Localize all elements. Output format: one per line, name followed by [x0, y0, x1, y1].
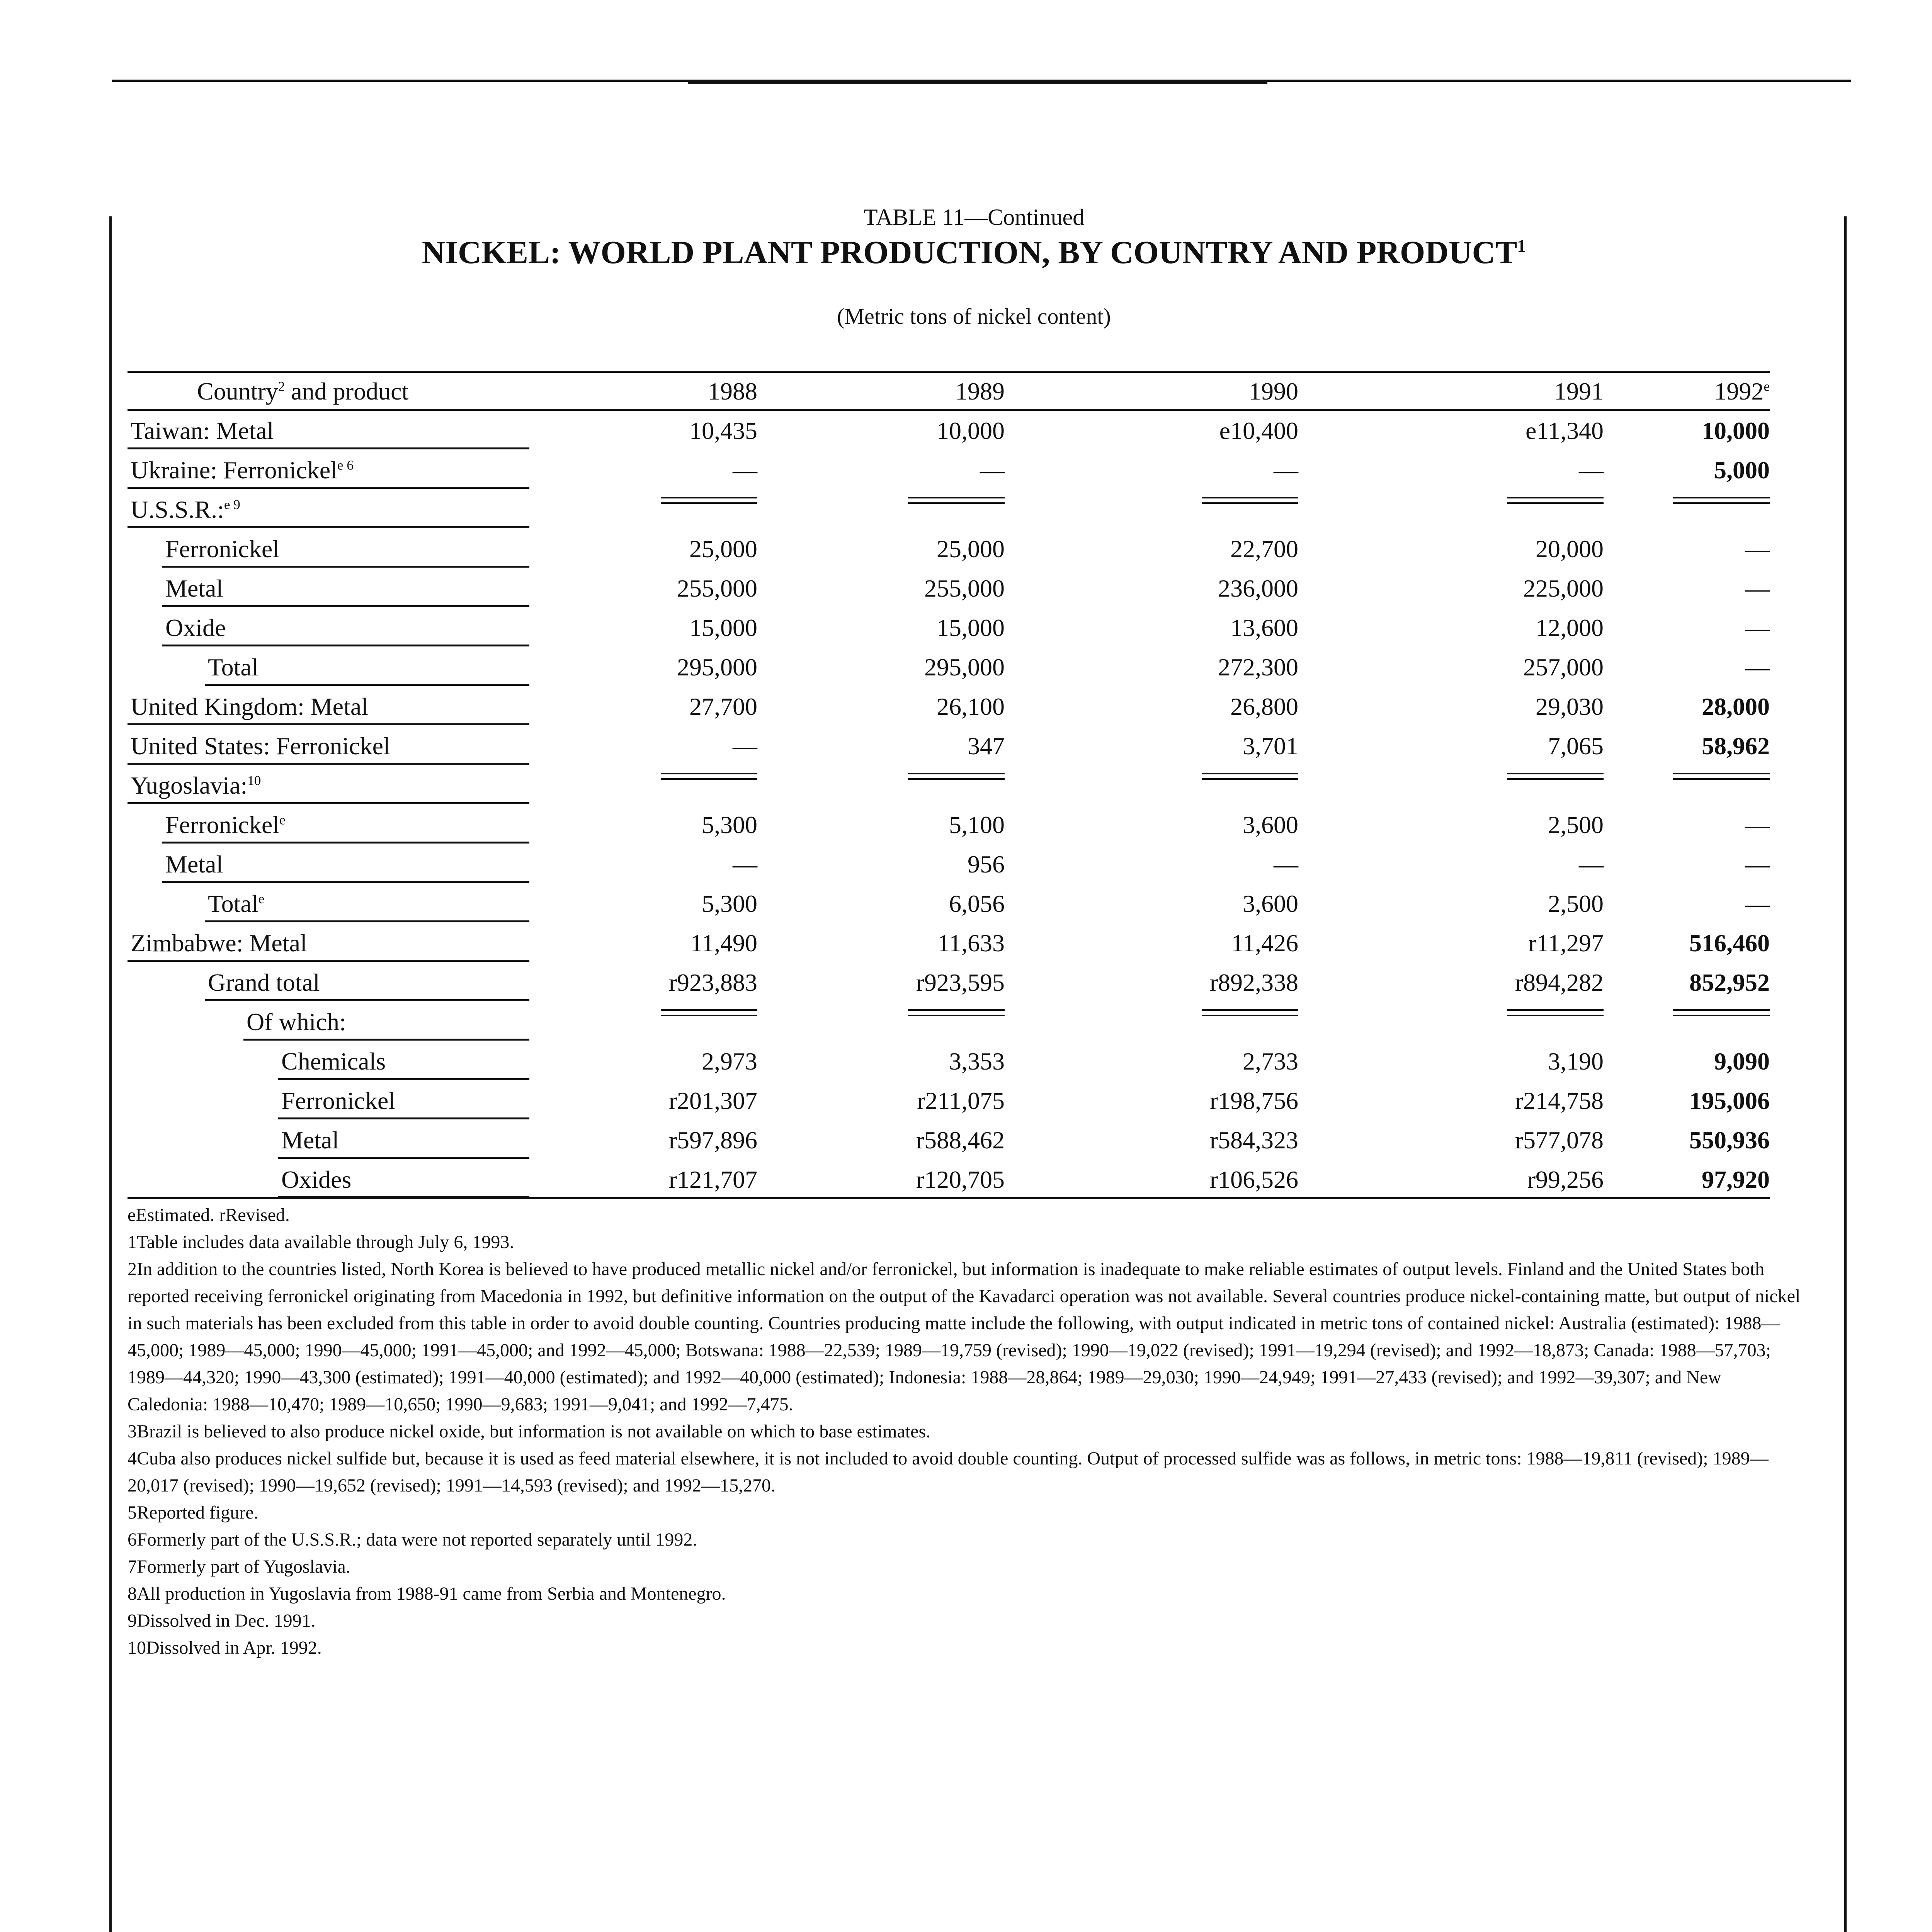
year-text: 1991 [1554, 378, 1604, 405]
row-label-text: Total [208, 890, 259, 917]
cell-value: 15,000 [689, 614, 757, 641]
double-rule [908, 502, 1005, 504]
cell-value: r894,282 [1515, 969, 1604, 996]
stub-rule [162, 645, 529, 646]
footnote: 5Reported figure. [128, 1502, 259, 1523]
row-label-note: e [258, 891, 265, 906]
cell-value: 3,190 [1548, 1048, 1604, 1075]
table-row [128, 1041, 1770, 1080]
stub-header-rest: and product [285, 378, 409, 405]
stub-rule [162, 881, 529, 883]
cell-value: — [733, 850, 757, 878]
cell-value: 9,090 [1714, 1048, 1770, 1075]
year-header-1990 [1171, 377, 1298, 406]
double-rule [1507, 502, 1604, 504]
cell-value: — [980, 456, 1005, 484]
cell-value: 295,000 [677, 653, 757, 681]
table-title [0, 234, 1932, 271]
double-rule [908, 778, 1005, 780]
cell-value: 26,100 [937, 693, 1005, 720]
row-label-note: e [279, 812, 286, 828]
stub-header-text: Country [197, 378, 278, 405]
table-row [128, 1080, 1770, 1120]
cell-value: — [1274, 456, 1298, 484]
row-label [131, 456, 354, 485]
double-rule [1507, 1009, 1604, 1011]
cell-value: 3,600 [1243, 890, 1298, 917]
left-margin-line [109, 216, 112, 1932]
stub-header [197, 377, 408, 406]
year-header-1991 [1476, 377, 1604, 406]
row-label [131, 732, 390, 760]
double-rule [1202, 1015, 1298, 1016]
row-label-text: Grand total [208, 969, 320, 996]
cell-value: — [1579, 850, 1604, 878]
row-label-text: Chemicals [281, 1048, 386, 1075]
row-label [131, 417, 274, 445]
cell-value: 236,000 [1218, 575, 1298, 602]
cell-value: — [733, 456, 757, 484]
row-label-note: 10 [247, 773, 261, 788]
footnote: 4Cuba also produces nickel sulfide but, because it is used as feed material elsewhere, it is not included to avoid double counting. Output of processed sulfide was as follows, in metric tons: 1988—19,811 (revised); 1989—20,017 (revised); 1990—19,652 (revised); 1991—14,593 (revised); and 1992—15,270. [128, 1448, 1769, 1496]
row-label [131, 771, 261, 800]
stub-rule [205, 684, 529, 686]
cell-value: r106,526 [1209, 1166, 1298, 1193]
cell-value: 28,000 [1702, 693, 1770, 720]
stub-rule [278, 1117, 529, 1119]
double-rule [1507, 773, 1604, 774]
cell-value: 2,500 [1548, 890, 1604, 917]
stub-header-note: 2 [278, 379, 285, 394]
cell-value: 3,600 [1243, 811, 1298, 838]
double-rule [1673, 773, 1770, 774]
year-text: 1990 [1249, 378, 1298, 405]
row-label [165, 811, 286, 839]
table-header-row [128, 371, 1770, 410]
table-units: (Metric tons of nickel content) [837, 304, 1111, 329]
cell-value: r198,756 [1209, 1087, 1298, 1114]
cell-value: r121,707 [668, 1166, 757, 1193]
row-label [131, 495, 240, 524]
cell-value: — [1745, 614, 1770, 641]
double-rule [661, 773, 757, 774]
cell-value: 225,000 [1523, 575, 1604, 602]
stub-rule [128, 802, 529, 804]
footnote: 1Table includes data available through July 6, 1993. [128, 1232, 514, 1252]
stub-rule [128, 763, 529, 765]
row-label [281, 1126, 339, 1155]
row-label [208, 968, 320, 997]
double-rule [661, 1009, 757, 1011]
table-label: TABLE 11—Continued [863, 204, 1085, 230]
footnote: 6Formerly part of the U.S.S.R.; data were not reported separately until 1992. [128, 1529, 697, 1550]
double-rule [908, 1009, 1005, 1011]
cell-value: r584,323 [1209, 1126, 1298, 1154]
cell-value: r597,896 [668, 1126, 757, 1154]
year-header-1992 [1642, 377, 1770, 406]
header-rule-top [128, 371, 1770, 373]
row-label [165, 614, 226, 642]
footnotes [128, 1202, 1801, 1662]
double-rule [1202, 1009, 1298, 1011]
table-row [128, 844, 1770, 883]
table-row [128, 962, 1770, 1002]
row-label-text: Metal [165, 575, 223, 602]
row-label [131, 929, 307, 957]
row-label-text: U.S.S.R.: [131, 496, 224, 523]
cell-value: 195,006 [1689, 1087, 1770, 1114]
row-label-text: Oxides [281, 1166, 352, 1193]
stub-rule [205, 999, 529, 1001]
double-rule [1507, 778, 1604, 780]
double-rule [1673, 497, 1770, 498]
double-rule [908, 497, 1005, 498]
footnote: eEstimated. rRevised. [128, 1205, 290, 1225]
row-label-text: Metal [165, 850, 223, 878]
row-label [208, 653, 259, 682]
row-label-text: Taiwan: Metal [131, 417, 274, 444]
cell-value: 10,435 [689, 417, 757, 444]
cell-value: — [733, 732, 757, 760]
stub-rule [128, 487, 529, 489]
cell-value: — [1745, 535, 1770, 563]
double-rule [908, 1015, 1005, 1016]
row-label-text: Of which: [247, 1008, 346, 1036]
cell-value: 6,056 [949, 890, 1005, 917]
cell-value: r577,078 [1515, 1126, 1604, 1154]
double-rule [661, 497, 757, 498]
cell-value: — [1745, 811, 1770, 838]
cell-value: 11,490 [690, 929, 757, 957]
stub-rule [162, 566, 529, 568]
cell-value: 10,000 [1702, 417, 1770, 444]
stub-rule [128, 447, 529, 449]
cell-value: — [1745, 850, 1770, 878]
cell-value: r892,338 [1209, 969, 1298, 996]
cell-value: 255,000 [924, 575, 1005, 602]
row-label-text: Ferronickel [165, 535, 279, 563]
double-rule [1673, 778, 1770, 780]
cell-value: 25,000 [937, 535, 1005, 563]
production-table [128, 371, 1770, 1199]
cell-value: 5,000 [1714, 456, 1770, 484]
cell-value: 272,300 [1218, 653, 1298, 681]
row-label [208, 889, 264, 918]
row-label-text: Total [208, 653, 259, 681]
cell-value: 20,000 [1536, 535, 1604, 563]
footnote: 3Brazil is believed to also produce nickel oxide, but information is not available on which to base estimates. [128, 1421, 931, 1442]
table-bottom-rule [128, 1197, 1770, 1199]
footnote: 8All production in Yugoslavia from 1988-91 came from Serbia and Montenegro. [128, 1583, 726, 1604]
footnote: 9Dissolved in Dec. 1991. [128, 1611, 316, 1631]
cell-value: — [1745, 653, 1770, 681]
double-rule [1202, 502, 1298, 504]
stub-rule [278, 1157, 529, 1159]
table-row [128, 450, 1770, 489]
row-label-text: United States: Ferronickel [131, 732, 390, 760]
table-row [128, 765, 1770, 804]
row-label [281, 1047, 386, 1076]
table-row [128, 726, 1770, 765]
double-rule [1507, 1015, 1604, 1016]
double-rule [1202, 773, 1298, 774]
cell-value: r923,595 [916, 969, 1005, 996]
cell-value: 15,000 [937, 614, 1005, 641]
double-rule [661, 778, 757, 780]
cell-value: e11,340 [1525, 417, 1604, 444]
cell-value: 25,000 [689, 535, 757, 563]
row-label-text: Yugoslavia: [131, 772, 248, 799]
year-text: 1989 [955, 378, 1005, 405]
cell-value: 5,300 [702, 890, 757, 917]
table-row [128, 647, 1770, 686]
cell-value: 2,733 [1243, 1048, 1298, 1075]
row-label-note: e 9 [224, 497, 240, 512]
cell-value: 347 [968, 732, 1005, 760]
double-rule [1507, 497, 1604, 498]
double-rule [1202, 497, 1298, 498]
footnote: 7Formerly part of Yugoslavia. [128, 1556, 350, 1577]
row-label [131, 692, 368, 721]
year-header-1989 [877, 377, 1005, 406]
top-rule-thick [688, 80, 1267, 84]
table-row [128, 410, 1770, 450]
row-label-text: Ferronickel [281, 1087, 395, 1114]
cell-value: 3,701 [1243, 732, 1298, 760]
double-rule [1673, 1015, 1770, 1016]
row-label [281, 1165, 351, 1194]
double-rule [908, 773, 1005, 774]
row-label-text: Oxide [165, 614, 226, 641]
title-footnote-ref: 1 [1517, 236, 1526, 256]
cell-value: — [1745, 575, 1770, 602]
table-row [128, 1120, 1770, 1159]
row-label [165, 535, 279, 563]
cell-value: 3,353 [949, 1048, 1005, 1075]
cell-value: 516,460 [1689, 929, 1770, 957]
stub-rule [162, 605, 529, 607]
row-label [165, 850, 223, 879]
double-rule [1673, 1009, 1770, 1011]
cell-value: 27,700 [689, 693, 757, 720]
cell-value: 13,600 [1230, 614, 1298, 641]
cell-value: 12,000 [1536, 614, 1604, 641]
right-margin-line [1844, 216, 1847, 1932]
cell-value: 29,030 [1536, 693, 1604, 720]
cell-value: 852,952 [1689, 969, 1770, 996]
year-header-1988 [630, 377, 757, 406]
table-row [128, 804, 1770, 844]
year-text: 1992 [1714, 378, 1764, 405]
row-label [165, 574, 223, 603]
cell-value: 26,800 [1230, 693, 1298, 720]
table-row [128, 568, 1770, 607]
cell-value: 7,065 [1548, 732, 1604, 760]
cell-value: r214,758 [1515, 1087, 1604, 1114]
cell-value: r11,297 [1528, 929, 1604, 957]
row-label-text: Zimbabwe: Metal [131, 929, 307, 957]
row-label-text: United Kingdom: Metal [131, 693, 369, 720]
cell-value: 58,962 [1702, 732, 1770, 760]
cell-value: 97,920 [1702, 1166, 1770, 1193]
row-label [281, 1087, 395, 1115]
table-row [128, 1159, 1770, 1199]
cell-value: 11,633 [937, 929, 1005, 957]
cell-value: 5,100 [949, 811, 1005, 838]
double-rule [661, 1015, 757, 1016]
table-row [128, 529, 1770, 568]
cell-value: — [1274, 850, 1298, 878]
cell-value: 2,973 [702, 1048, 757, 1075]
cell-value: r588,462 [916, 1126, 1005, 1154]
table-title-text: NICKEL: WORLD PLANT PRODUCTION, BY COUNTRY AND PRODUCT [422, 235, 1517, 270]
double-rule [1673, 502, 1770, 504]
cell-value: r211,075 [917, 1087, 1005, 1114]
stub-rule [205, 920, 529, 922]
table-row [128, 883, 1770, 923]
cell-value: 5,300 [702, 811, 757, 838]
cell-value: r99,256 [1527, 1166, 1604, 1193]
cell-value: r120,705 [916, 1166, 1005, 1193]
cell-value: r201,307 [668, 1087, 757, 1114]
cell-value: 257,000 [1523, 653, 1604, 681]
cell-value: 255,000 [677, 575, 757, 602]
stub-rule [278, 1078, 529, 1080]
cell-value: 295,000 [924, 653, 1005, 681]
cell-value: r923,883 [668, 969, 757, 996]
footnote: 10Dissolved in Apr. 1992. [128, 1638, 322, 1658]
table-row [128, 923, 1770, 962]
row-label-text: Ferronickel [165, 811, 279, 838]
stub-rule [128, 960, 529, 962]
table-row [128, 489, 1770, 529]
double-rule [1202, 778, 1298, 780]
year-text: 1988 [708, 378, 757, 405]
cell-value: 10,000 [937, 417, 1005, 444]
stub-rule [162, 842, 529, 844]
cell-value: 956 [968, 850, 1005, 878]
row-label-text: Metal [281, 1126, 339, 1154]
estimated-mark: e [1764, 379, 1770, 394]
footnote: 2In addition to the countries listed, North Korea is believed to have produced metallic nickel and/or ferronickel, but information is inadequate to make reliable estimates of output levels. Finland and the United States both reported receiving ferronickel originating from Macedonia in 1992, but definitive information on the output of the Kavadarci operation was not available. Several countries produce nickel-containing matte, but output of nickel in such materials has been excluded from this table in order to avoid double counting. Countries producing matte include the following, with output indicated in metric tons of contained nickel: Australia (estimated): 1988—45,000; 1989—45,000; 1990—45,000; 1991—45,000; and 1992—45,000; Botswana: 1988—22,539; 1989—19,759 (revised); 1990—19,022 (revised); 1991—19,294 (revised); and 1992—18,873; Canada: 1988—57,703; 1989—44,320; 1990—43,300 (estimated); 1991—40,000 (estimated); and 1992—40,000 (estimated); Indonesia: 1988—28,864; 1989—29,030; 1990—24,949; 1991—27,433 (revised); and 1992—39,307; and New Caledonia: 1988—10,470; 1989—10,650; 1990—9,683; 1991—9,041; and 1992—7,475. [128, 1259, 1801, 1415]
stub-rule [243, 1039, 529, 1041]
stub-rule [128, 723, 529, 725]
table-row [128, 1002, 1770, 1041]
cell-value: 2,500 [1548, 811, 1604, 838]
double-rule [661, 502, 757, 504]
cell-value: 11,426 [1231, 929, 1298, 957]
table-row [128, 686, 1770, 726]
table-row [128, 607, 1770, 647]
stub-rule [128, 526, 529, 528]
row-label [247, 1008, 346, 1036]
row-label-text: Ukraine: Ferronickel [131, 456, 337, 484]
row-label-note: e 6 [337, 457, 354, 473]
cell-value: e10,400 [1219, 417, 1298, 444]
cell-value: 550,936 [1689, 1126, 1770, 1154]
cell-value: 22,700 [1230, 535, 1298, 563]
cell-value: — [1745, 890, 1770, 917]
cell-value: — [1579, 456, 1604, 484]
